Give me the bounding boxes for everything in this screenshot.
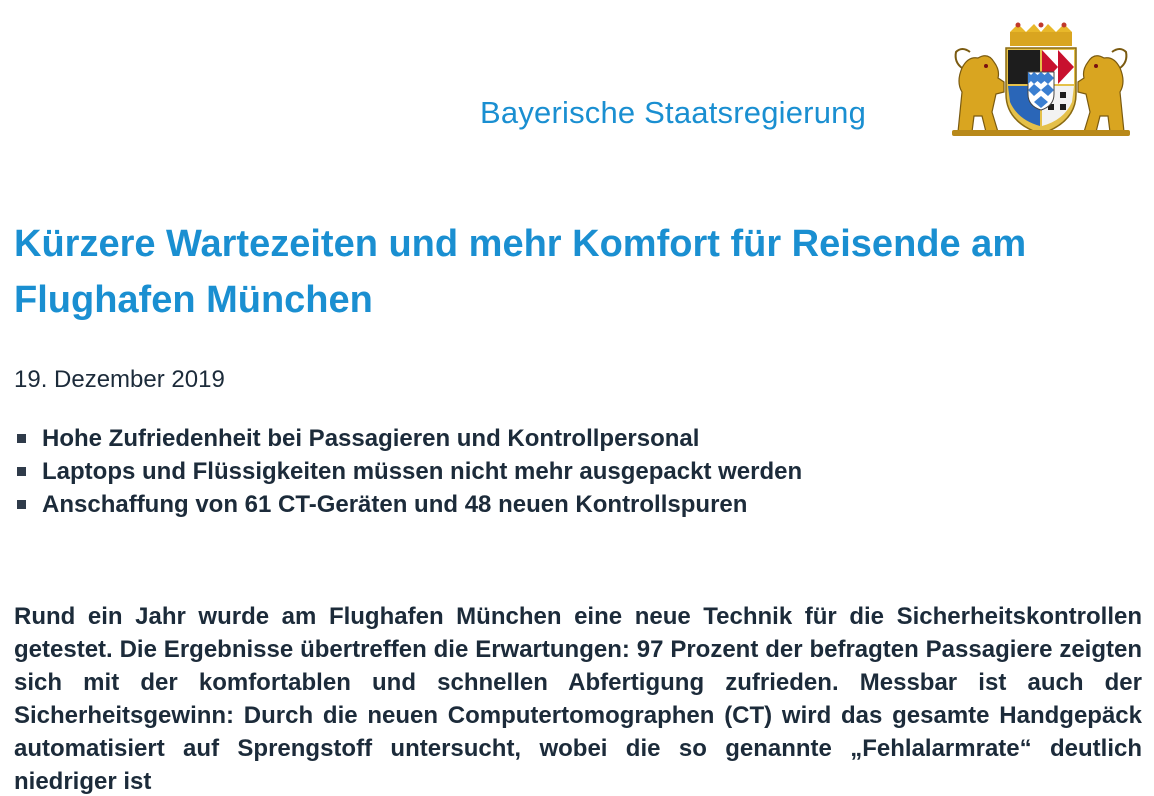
list-item-text: Laptops und Flüssigkeiten müssen nicht mehr ausgepackt werden [42,458,803,485]
article-body: Rund ein Jahr wurde am Flughafen München eine neue Technik für die Sicherheitskontrollen getestet. Die Ergebnisse übertreffen die Erwartungen: 97 Prozent der befragten Passagiere zeigten sich mit der komfortablen und schnellen Abfertigung zufrieden. Messbar ist auch der Sicherheitsgewinn: Durch die neuen Computertomographen (CT) wird das gesamte Handgepäck automatisiert auf Sprengstoff untersucht, wobei die so genannte „Fehlalarmrate“ deutlich niedriger ist [14,603,1142,795]
list-item-text: Anschaffung von 61 CT-Geräten und 48 neuen Kontrollspuren [42,491,748,518]
list-item [14,488,802,521]
list-item-text: Hohe Zufriedenheit bei Passagieren und Kontrollpersonal [42,425,700,452]
bavarian-coat-of-arms-icon [948,22,1134,138]
highlight-list [14,422,802,521]
publication-date: 19. Dezember 2019 [14,366,225,393]
list-item [14,422,802,455]
square-bullet-icon [17,434,26,443]
article-title: Kürzere Wartezeiten und mehr Komfort für Reisende am Flughafen München [14,223,1027,321]
square-bullet-icon [17,500,26,509]
square-bullet-icon [17,467,26,476]
list-item [14,455,802,488]
organization-name: Bayerische Staatsregierung [480,95,867,130]
